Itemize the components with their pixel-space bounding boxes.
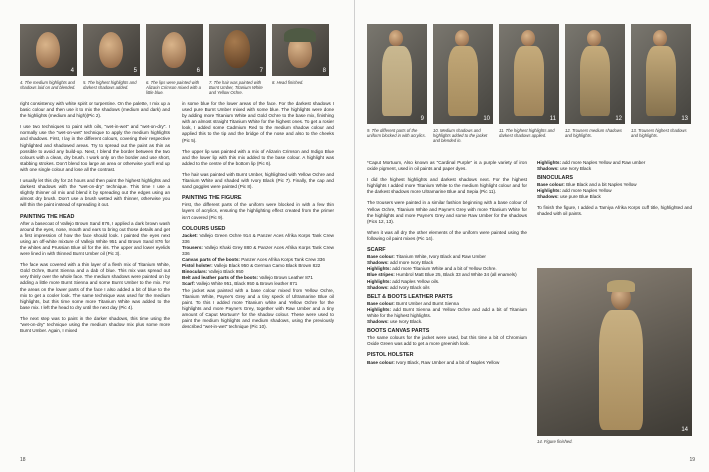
figure-cap: [607, 280, 635, 292]
photo-caption: 12. Trousers medium shadows and highlights.: [565, 128, 622, 138]
figure-head: [521, 30, 535, 46]
step-photo: [20, 24, 77, 76]
entry-value: Panzer Aces Afrika Korps Tank Crew 336: [239, 257, 325, 263]
section-heading: PAINTING THE HEAD: [20, 213, 75, 220]
step-photo: [272, 24, 329, 76]
entry-value: use Ivory Black.: [388, 319, 423, 325]
photo-caption: 11. The highest highlights and darkest shadows applied.: [499, 128, 555, 138]
paragraph: The upper lip was painted with a mix of Alizarin Crimson and Indigo Blue and the lower lip with this mix added to the base colour. A highlight was added to the centre of the bottom lip (Pic 6).: [182, 148, 334, 166]
section-heading: SCARF: [367, 247, 386, 254]
entry-value: add more Naples Yellow and Raw umber: [561, 160, 646, 165]
colour-entry: [367, 360, 527, 366]
paragraph: *Caput Mortuum, Also known as "Cardinal Purple" is a purple variety of iron oxide pigment, used in oil paints and paper dyes.: [367, 160, 527, 172]
paragraph: The jacket was painted with a base colour mixed from Yellow Ochre, Titanium White, Payne's Grey and a tiny speck of Ultramarine Blue oil paint. To this I added more Titanium white and Yellow Ochre for the highlights and more Payne's Grey, together with Raw Umber and a tiny amount of Caput Mortuum* for the shadow colour. These were used to paint the medium highlights and medium shadows, using the previously described "wet-in-wet" technique (Pic 10).: [182, 287, 334, 330]
photo-caption: 13. Trousers highest shadows and highlights.: [631, 128, 687, 138]
entry-value: Vallejo Black 950 & German Camo Black Brown 822: [212, 263, 321, 269]
colour-entry: [367, 285, 527, 291]
text-column-1: [20, 101, 170, 339]
entry-value: add Ivory Black oils: [388, 284, 430, 290]
page-number: 18: [20, 457, 26, 463]
photo-caption: 7. The hair was painted with Burnt Umber, Titanium White and Yellow Ochre.: [209, 80, 263, 95]
entry-label: Base colour:: [367, 359, 395, 365]
paragraph: When it was all dry the other elements of the uniform were painted using the following oil paint mixes (Pic 14).: [367, 229, 527, 241]
figure-body: [514, 46, 544, 116]
photo-number: 13: [681, 116, 688, 122]
entry-label: Highlights:: [537, 188, 561, 194]
figure-head: [455, 30, 469, 46]
entry-value: add more Ivory Black: [388, 260, 434, 266]
figure-body: [580, 46, 610, 116]
entry-label: Highlights:: [367, 306, 391, 312]
photo-caption: 4. The medium highlights and shadows laid on and blended.: [20, 80, 76, 90]
photo-number: 7: [259, 68, 263, 74]
entry-value: use Ivory Black: [558, 166, 592, 172]
entry-value: Vallejo Khaki Grey 880 & Panzer Aces Afrika Korps Tank Crew 336: [182, 244, 334, 256]
paragraph: The trousers were painted in a similar fashion beginning with a base colour of Yellow Ochre, Titanium White and Payne's Grey with more Titanium White for the highlights and more Payne's Grey and some Raw Umber for the shadows (Pics 12, 13).: [367, 200, 527, 224]
section-heading: BINOCULARS: [537, 175, 573, 182]
entry-label: Trousers:: [182, 244, 203, 250]
step-photo: [631, 24, 691, 124]
text-column-1: [367, 160, 527, 366]
colour-entry: [182, 233, 334, 245]
photo-number: 8: [322, 68, 326, 74]
photo-number: 9: [420, 116, 424, 122]
figure-head: [587, 30, 601, 46]
head-figure: [224, 30, 250, 68]
head-figure: [36, 32, 60, 68]
paragraph: The next step was to paint in the darker shadows, this time using the "wet-on-dry" technique using the medium shadow mix plus some more Burnt Umber. Again, I mixed: [20, 315, 170, 334]
colour-entry: [182, 245, 334, 257]
finished-figure-photo: [537, 268, 692, 436]
step-photo: [83, 24, 140, 76]
figure-body: [646, 46, 676, 116]
figure-body: [448, 46, 478, 116]
figure-head: [389, 30, 403, 46]
paragraph: in some blue for the lower areas of the face. For the darkest shadows I used pure Burnt Umber mixed with some blue. The highlights were done by adding more Titanium White and Gold Ochre to the base mix, finishing with an almost straight Titanium White for the highest ones. To get a rosier look, I added some Cadmium Red to the medium shadow colour and applied this to the tip and the bridge of the nose and also to the cheeks (Pic 5).: [182, 101, 334, 143]
step-photo: [433, 24, 493, 124]
head-figure: [99, 32, 123, 68]
section-heading: PAINTING THE FIGURE: [182, 195, 242, 202]
photo-number: 4: [70, 68, 74, 74]
entry-value: Vallejo Brown Leather 871: [258, 275, 313, 281]
step-photo: [209, 24, 266, 76]
colour-entry: [367, 319, 527, 325]
entry-label: Shadows:: [367, 284, 389, 290]
entry-label: Shadows:: [367, 319, 389, 325]
photo-caption: 8. Head finished.: [272, 80, 304, 85]
entry-value: Burnt Umber and Burnt Sienna: [394, 300, 459, 306]
paragraph: After a basecoat of Vallejo Brown Sand 876, I applied a dark brown wash around the eyes, nose, mouth and ears to bring out those details and get a first impression of how the face should look. I painted the eyes next using an off-white mixture of Vallejo White 951 and Brown Sand 876 for the whites and Prussian Blue oil for the iris. The upper and lower eyelids were lined in with thinned Burnt Umber oil (Pic 3).: [20, 220, 170, 257]
photo-caption: 6. The lips were painted with Alizarin Crimson mixed with a little blue.: [146, 80, 201, 95]
entry-label: Binoculars:: [182, 269, 208, 275]
paragraph: The face was covered with a thin layer of a flesh mix of Titanium White, Gold Ochre, Burnt Sienna and a dab of blue. This mix was spread out very thinly over the whole face. The medium shadows were painted on by adding a little more Burnt Sienna and some Burnt Umber to the mix. For the areas on the lower parts of the face I also added a bit of blue to the mix to get a cooler look. The same technique was used for the medium highlights, but this time some more Titanium White was added to the base mix. I left the head to dry until the next day (Pic 4).: [20, 262, 170, 310]
entry-label: Shadows:: [367, 260, 389, 266]
entry-value: Vallejo Green Ochre 914 & Panzer Aces Afrika Korps Tank Crew 336: [182, 232, 334, 244]
entry-label: Blue stripes:: [367, 272, 395, 278]
entry-label: Canvas parts of the boots:: [182, 257, 240, 263]
figure-body: [599, 310, 643, 430]
photo-caption: 9. The different parts of the uniform blocked in with acrylics.: [367, 128, 426, 138]
head-photo-strip: [20, 24, 329, 76]
entry-value: add Naples Yellow oils.: [391, 278, 440, 284]
cap-shape: [284, 28, 316, 42]
photo-caption: 10. Medium shadows and highlights added to the jacket and blended in.: [433, 128, 488, 143]
entry-value: add more Naples Yellow: [561, 188, 612, 194]
entry-label: Shadows:: [537, 166, 559, 172]
paragraph: To finish the figure, I added a Tamiya Afrika Korps cuff title, highlighted and shaded with oil paints.: [537, 204, 692, 216]
figure-head: [653, 30, 667, 46]
photo-captions: [367, 128, 691, 143]
section-heading: BELT & BOOTS LEATHER PARTS: [367, 293, 453, 300]
entry-value: Blue Black and a bit Naples Yellow: [564, 182, 637, 188]
photo-number: 11: [549, 116, 556, 122]
paragraph: First, the different parts of the uniform were blocked in with a few thin layers of acrylics, ensuring the highlighting effect created from the primer isn't covered (Pic 9).: [182, 202, 334, 220]
entry-label: Shadows:: [537, 194, 559, 200]
entry-label: Jacket:: [182, 232, 198, 238]
page-number: 19: [689, 457, 695, 463]
head-figure: [162, 32, 186, 68]
entry-value: Humbrol Matt Blue 25, Black 33 and White 34 (all enamels): [394, 272, 517, 278]
photo-caption: 5. The highest highlights and darkest shadows added.: [83, 80, 137, 90]
photo-number: 5: [133, 68, 137, 74]
photo-number: 10: [483, 116, 490, 122]
entry-value: Vallejo White 951, Black 950 & Brown leather 871: [195, 281, 298, 287]
entry-label: Highlights:: [367, 266, 391, 272]
entry-label: Base colour:: [367, 300, 395, 306]
step-photo: [499, 24, 559, 124]
paragraph: I did the highest highlights and darkest shadows next. For the highest highlights I added more Titanium White to the medium highlight colour and for the darkest shadows more Ultramarine Blue and Sepia (Pic 11).: [367, 177, 527, 195]
entry-label: Pistol holster:: [182, 263, 213, 269]
section-heading: COLOURS USED: [182, 225, 226, 232]
colour-entry: [537, 166, 692, 172]
figure-body: [382, 46, 412, 116]
entry-value: add Burnt Sienna and Yellow Ochre and add a bit of Titanium White for the highest highlights.: [367, 306, 527, 318]
section-heading: BOOTS CANVAS PARTS: [367, 328, 430, 335]
paragraph: I use two techniques to paint with oils, "wet-in-wet" and "wet-on-dry". I normally use the "wet-on-wet" technique to apply the medium highlights and shadows. First, I lay in the different colours, covering their respective highlighted and shadowed areas. Try to spread out the paint as thin as possible to avoid any build-up. Next, I blend the border between the two colours with a clean, dry brush. I work only on the border and use short, stabbing strokes. Don't blend too large an area or otherwise you'll end up with one single colour and lose all the contrast.: [20, 124, 170, 172]
photo-number: 6: [196, 68, 200, 74]
entry-label: Scarf:: [182, 281, 196, 287]
text-column-2: [182, 101, 334, 335]
colour-entry: [367, 307, 527, 319]
photo-captions: [20, 80, 329, 95]
entry-value: Titanium White, Ivory Black and Raw Umber: [394, 254, 486, 260]
section-heading: PISTOL HOLSTER: [367, 352, 414, 359]
paragraph: The hair was painted with Burnt Umber, highlighted with Yellow Ochre and Titanium White and shaded with Ivory Black (Pic 7). Finally, the cap and sand goggles were painted (Pic 8).: [182, 171, 334, 190]
paragraph: The same colours for the jacket were used, but this time a bit of Chromium Oxide Green was add to get a more greenish look.: [367, 335, 527, 347]
entry-label: Base colour:: [367, 254, 395, 260]
step-photo: [565, 24, 625, 124]
entry-value: add more Titanium White and a bit of Yellow Ochre.: [391, 266, 497, 272]
entry-label: Highlights:: [537, 160, 561, 165]
entry-value: use pure Blue Black: [558, 194, 601, 200]
photo-number: 14: [681, 427, 688, 433]
right-page: [355, 0, 709, 472]
entry-label: Belt and leather parts of the boots:: [182, 275, 259, 281]
photo-caption: 14. Figure finished.: [537, 439, 573, 444]
entry-label: Base colour:: [537, 182, 565, 188]
step-photo: [367, 24, 427, 124]
figure-photo-strip: [367, 24, 691, 124]
photo-number: 12: [615, 116, 622, 122]
step-photo: [146, 24, 203, 76]
text-column-2: [537, 160, 692, 222]
entry-value: Ivory Black, Raw Umber and a bit of Naples Yellow: [394, 359, 500, 365]
paragraph: right consistency with white spirit or turpentine. On the palette, I mix up a basic colour and then use it to mix the shadows (medium and dark) and the highlights (medium and high)(Pic 2).: [20, 101, 170, 119]
paragraph: I usually let this dry for 24 hours and then paint the highest highlights and darkest shadows with the "wet-on-dry" technique. This time I use a slightly thinner oil mix and blend it by spreading out the edges using an almost dry brush. Don't use a brush wetted with thinner, otherwise you will thin the paint instead of spreading it out.: [20, 178, 170, 208]
entry-value: Vallejo Black 950: [207, 269, 244, 275]
entry-label: Highlights:: [367, 278, 391, 284]
